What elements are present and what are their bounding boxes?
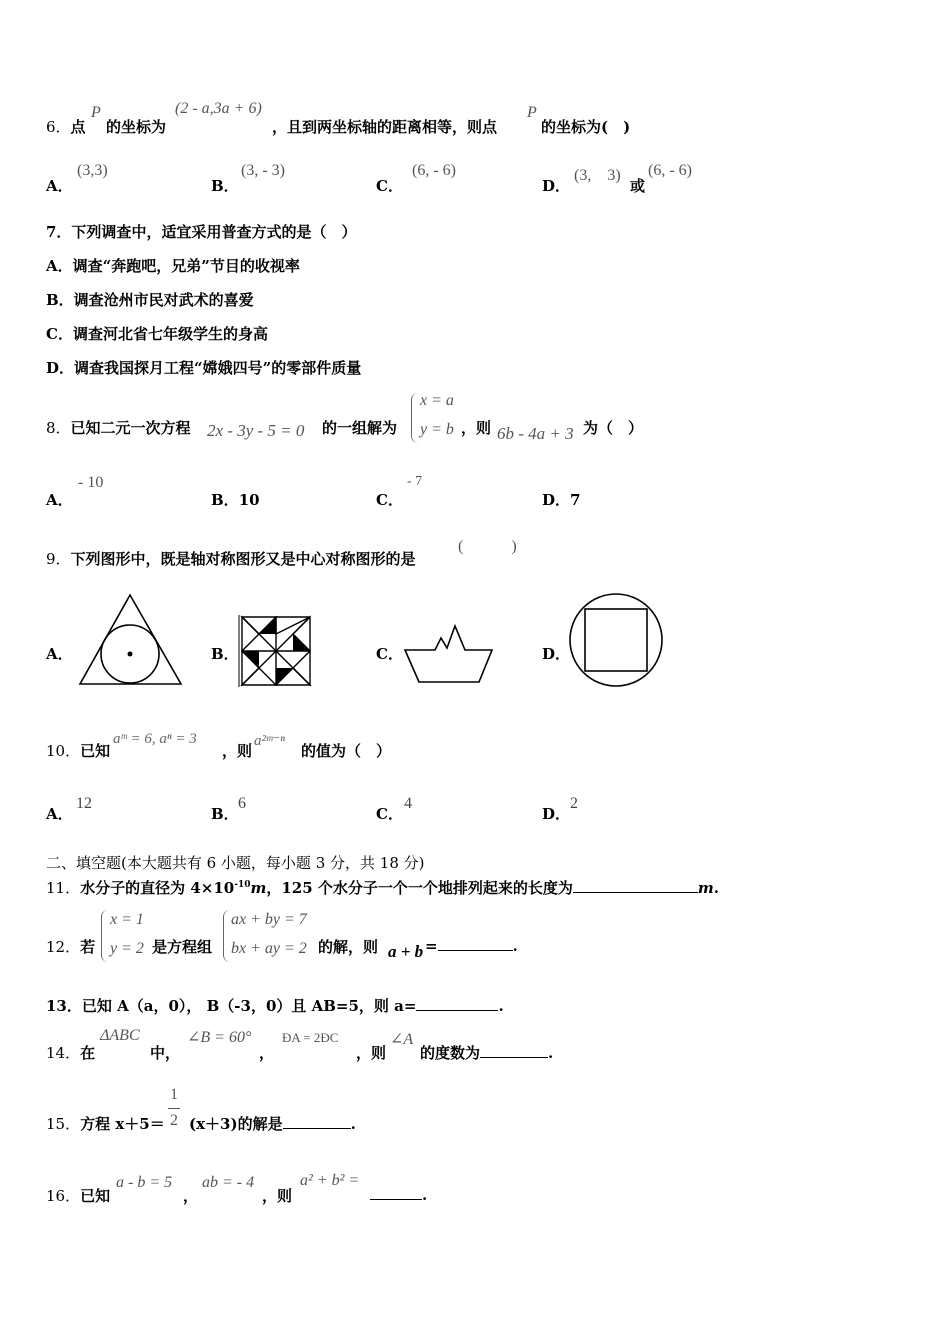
q10-text-3: 的值为（ ） bbox=[301, 742, 392, 760]
q9-figure-a[interactable] bbox=[78, 592, 184, 686]
q7-opt-b[interactable]: B．调查沧州市民对武术的喜爱 bbox=[46, 291, 254, 309]
q15-frac-bar bbox=[168, 1108, 180, 1109]
q16-eq-1: a - b = 5 bbox=[116, 1174, 173, 1191]
q11-stem: 11．水分子的直径为 $4\times 10^{-10}m$，125 个水分子一个一个地排列起来的长度为 m. bbox=[46, 879, 719, 897]
q11-answer-blank[interactable] bbox=[573, 878, 698, 893]
q15-answer: (x＋3)的解是 . bbox=[189, 1115, 356, 1133]
q10-opt-d-label[interactable]: D． bbox=[542, 805, 571, 823]
q10-opt-b-label[interactable]: B． bbox=[211, 805, 239, 823]
q8-stem: 8．已知二元一次方程 bbox=[46, 419, 191, 437]
q6-opt-c-label[interactable]: C． bbox=[376, 177, 403, 195]
q12-sys1-a: x = 1 bbox=[110, 911, 144, 928]
q12-text-2: 是方程组 bbox=[152, 938, 213, 956]
q7-opt-c[interactable]: C．调查河北省七年级学生的身高 bbox=[46, 325, 268, 343]
q8-opt-a: - 10 bbox=[78, 474, 104, 491]
q8-opt-b-label[interactable]: B．10 bbox=[211, 491, 260, 509]
section-2-heading: 二、填空题(本大题共有 6 小题，每小题 3 分，共 18 分) bbox=[46, 854, 425, 872]
q10-cond: aᵐ = 6, aⁿ = 3 bbox=[113, 731, 197, 747]
q12-sys1-b: y = 2 bbox=[110, 940, 144, 957]
q12-sys2-a: ax + by = 7 bbox=[231, 911, 307, 928]
q10-opt-c-label[interactable]: C． bbox=[376, 805, 403, 823]
q13-answer-blank[interactable] bbox=[416, 996, 498, 1011]
q8-opt-c-label[interactable]: C． bbox=[376, 491, 403, 509]
q7-opt-d[interactable]: D．调查我国探月工程“嫦娥四号”的零部件质量 bbox=[46, 359, 362, 377]
q15-frac-num: 1 bbox=[170, 1086, 178, 1103]
q6-text-3: ，且到两坐标轴的距离相等，则点 bbox=[272, 118, 498, 136]
q7-opt-a[interactable]: A．调查“奔跑吧，兄弟”节目的收视率 bbox=[46, 257, 300, 275]
q15-answer-blank[interactable] bbox=[283, 1114, 351, 1129]
q6-opt-c: (6, - 6) bbox=[412, 162, 456, 179]
q6-opt-b-label[interactable]: B． bbox=[211, 177, 239, 195]
q12-answer-blank[interactable] bbox=[438, 936, 513, 951]
q8-text-4: 为（ ） bbox=[583, 419, 644, 437]
q12-text-3: 的解，则 bbox=[318, 938, 379, 956]
q10-text-2: ，则 bbox=[222, 742, 253, 760]
q14-text-3: ，则 bbox=[356, 1044, 387, 1062]
q14-triangle: ΔABC bbox=[100, 1027, 140, 1044]
q9-stem: 9．下列图形中，既是轴对称图形又是中心对称图形的是 bbox=[46, 550, 416, 568]
q10-expr: a²ᵐ⁻ⁿ bbox=[254, 733, 285, 749]
q16-eq-2: ab = - 4 bbox=[202, 1174, 255, 1191]
q16-eq-3: a² + b² = bbox=[300, 1172, 360, 1189]
q8-text-3: ，则 bbox=[461, 419, 492, 437]
q16-answer: . bbox=[370, 1185, 427, 1204]
q8-opt-a-label[interactable]: A． bbox=[46, 491, 73, 509]
q14-answer-blank[interactable] bbox=[480, 1043, 548, 1058]
q12-expr: a + b bbox=[388, 942, 424, 961]
q6-point-p2: P bbox=[527, 104, 537, 121]
q8-equation: 2x - 3y - 5 = 0 bbox=[207, 421, 305, 440]
q8-system-brace bbox=[411, 393, 418, 443]
q12-brace-2 bbox=[223, 910, 230, 962]
q12-brace-1 bbox=[101, 910, 108, 962]
q15-frac-den: 2 bbox=[170, 1112, 178, 1129]
q12-sys2-b: bx + ay = 2 bbox=[231, 940, 307, 957]
q6-opt-a-label[interactable]: A． bbox=[46, 177, 73, 195]
q9-opt-a-label[interactable]: A． bbox=[46, 645, 73, 663]
q6-coord: (2 - a,3a + 6) bbox=[175, 100, 262, 117]
q16-text-2: ，则 bbox=[262, 1187, 293, 1205]
q8-sys-2: y = b bbox=[420, 421, 454, 438]
q8-sys-1: x = a bbox=[420, 392, 454, 409]
q14-relation: ÐA = 2ÐC bbox=[282, 1030, 339, 1045]
q6-text-4: 的坐标为( ) bbox=[541, 118, 631, 136]
q8-opt-c: - 7 bbox=[407, 474, 423, 489]
q10-opt-a: 12 bbox=[76, 795, 92, 812]
q8-opt-d-label[interactable]: D．7 bbox=[542, 491, 581, 509]
q12-answer: = . bbox=[425, 937, 518, 955]
q10-opt-a-label[interactable]: A． bbox=[46, 805, 73, 823]
q9-paren: ( ) bbox=[458, 538, 517, 555]
q6-stem: 6．点 bbox=[46, 118, 86, 136]
q10-opt-c: 4 bbox=[404, 795, 412, 812]
q14-comma: ， bbox=[259, 1044, 275, 1062]
q7-stem: 7．下列调查中，适宜采用普查方式的是（ ） bbox=[46, 223, 357, 241]
q14-answer: 的度数为 . bbox=[420, 1044, 554, 1062]
q16-comma: ， bbox=[183, 1187, 199, 1205]
q6-opt-d-label[interactable]: D． bbox=[542, 177, 571, 195]
q16-answer-blank[interactable] bbox=[370, 1185, 422, 1200]
q14-angle-a: ∠A bbox=[390, 1031, 414, 1048]
q9-opt-d-label[interactable]: D． bbox=[542, 645, 571, 663]
q9-figure-c[interactable] bbox=[403, 624, 495, 684]
q6-point-p: P bbox=[91, 104, 101, 121]
q14-text-2: 中， bbox=[150, 1044, 181, 1062]
q14-stem: 14．在 bbox=[46, 1044, 96, 1062]
q9-figure-d[interactable] bbox=[568, 592, 664, 688]
q12-stem: 12．若 bbox=[46, 938, 96, 956]
q10-opt-b: 6 bbox=[238, 795, 246, 812]
q6-opt-b: (3, - 3) bbox=[241, 162, 285, 179]
q9-opt-b-label[interactable]: B． bbox=[211, 645, 239, 663]
q6-opt-a: (3,3) bbox=[77, 162, 108, 179]
q16-stem: 16．已知 bbox=[46, 1187, 111, 1205]
q10-stem: 10．已知 bbox=[46, 742, 111, 760]
q8-text-2: 的一组解为 bbox=[322, 419, 398, 437]
q6-opt-d-or: 或 bbox=[630, 177, 646, 195]
q6-text-2: 的坐标为 bbox=[106, 118, 167, 136]
q14-angle-b: ∠B = 60° bbox=[187, 1029, 252, 1046]
q6-opt-d1: (3, 3) bbox=[574, 167, 621, 184]
q6-opt-d2: (6, - 6) bbox=[648, 162, 692, 179]
q9-opt-c-label[interactable]: C． bbox=[376, 645, 403, 663]
q15-stem: 15．方程 x＋5＝ bbox=[46, 1115, 165, 1133]
q10-opt-d: 2 bbox=[570, 795, 578, 812]
q9-figure-b[interactable] bbox=[236, 613, 314, 689]
q13-stem: 13．已知 A（a，0）， B（-3，0）且 AB=5，则 a= . bbox=[46, 997, 504, 1015]
q8-expr: 6b - 4a + 3 bbox=[497, 424, 574, 443]
